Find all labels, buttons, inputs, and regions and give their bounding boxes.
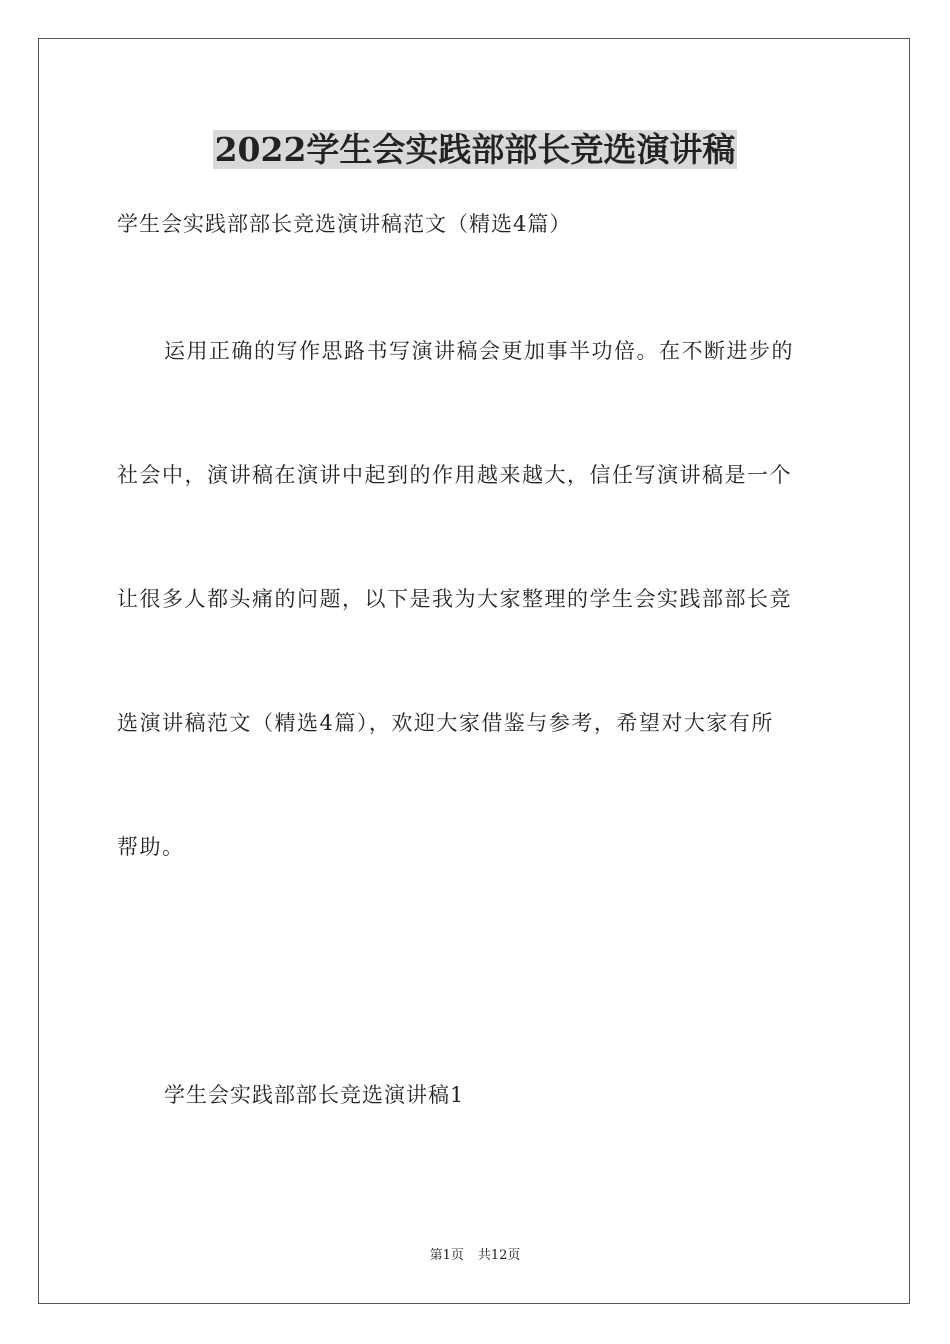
section-heading: 学生会实践部部长竞选演讲稿1 xyxy=(164,1083,465,1107)
document-subtitle: 学生会实践部部长竞选演讲稿范文（精选4篇） xyxy=(117,212,572,236)
intro-paragraph-line: 让很多人都头痛的问题，以下是我为大家整理的学生会实践部部长竞 xyxy=(117,587,792,611)
document-title xyxy=(0,124,950,176)
intro-paragraph-line: 运用正确的写作思路书写演讲稿会更加事半功倍。在不断进步的 xyxy=(164,339,794,363)
intro-paragraph-line: 选演讲稿范文（精选4篇），欢迎大家借鉴与参考，希望对大家有所 xyxy=(117,711,774,735)
intro-paragraph-line: 社会中，演讲稿在演讲中起到的作用越来越大，信任写演讲稿是一个 xyxy=(117,463,792,487)
page-footer xyxy=(0,1246,950,1266)
intro-paragraph-line: 帮助。 xyxy=(117,835,185,859)
page-number: 第1页 xyxy=(429,1248,464,1263)
document-title-text: 2022学生会实践部部长竞选演讲稿 xyxy=(214,130,736,169)
page-total: 共12页 xyxy=(477,1248,521,1263)
